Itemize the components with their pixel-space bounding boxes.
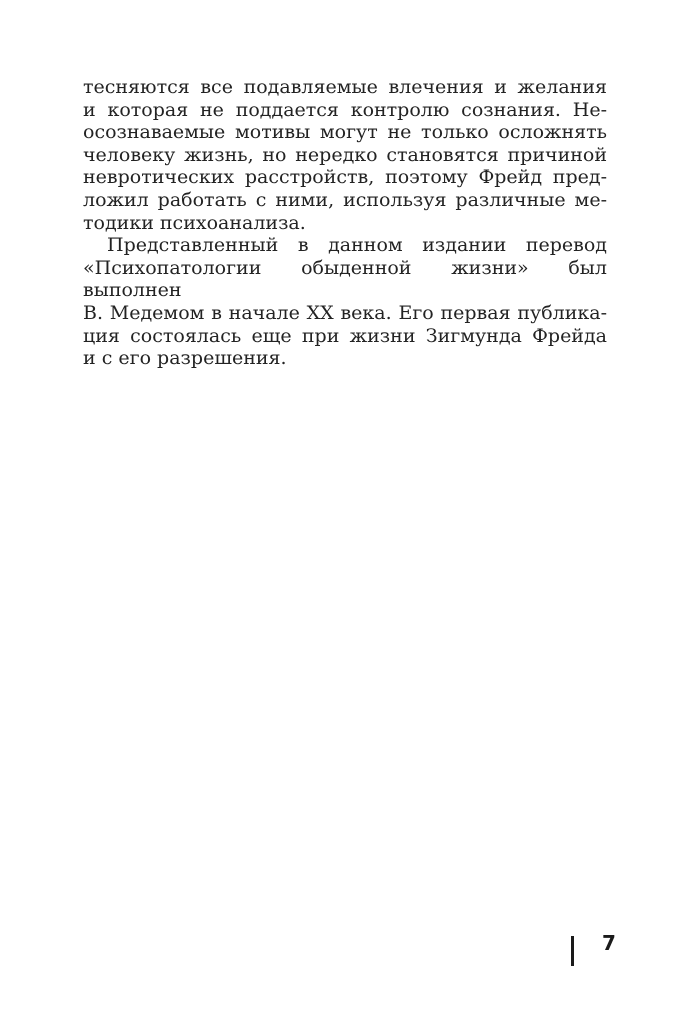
text-line: Представленный в данном издании перевод (107, 234, 607, 257)
paragraph (83, 76, 607, 234)
footer-divider-bar (571, 936, 574, 966)
text-line: «Психопатологии обыденной жизни» был выполнен (83, 256, 607, 302)
text-line: и которая не поддается контролю сознания. Не- (83, 98, 607, 121)
body-text (83, 76, 607, 370)
text-line: тесняются все подавляемые влечения и желания (83, 76, 607, 98)
paragraph (83, 234, 607, 370)
text-line: В. Медемом в начале XX века. Его первая публика- (83, 301, 607, 324)
text-line: и с его разрешения. (83, 347, 287, 370)
page-number: 7 (602, 931, 616, 955)
text-line: человеку жизнь, но нередко становятся причиной (83, 143, 607, 166)
text-line: ложил работать с ними, используя различные ме- (83, 188, 607, 211)
text-line: ция состоялась еще при жизни Зигмунда Фрейда (83, 324, 607, 347)
text-line: невротических расстройств, поэтому Фрейд пред- (83, 166, 607, 189)
text-line: осознаваемые мотивы могут не только осложнять (83, 121, 607, 144)
text-line: тодики психоанализа. (83, 211, 306, 234)
